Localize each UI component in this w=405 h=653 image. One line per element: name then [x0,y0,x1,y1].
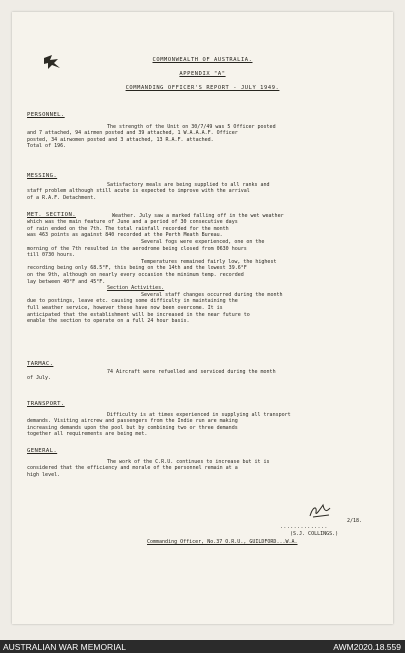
text-line: considered that the efficiency and morale of the personnel remain at a [27,465,238,472]
text-line: posted, 34 airwomen posted and 3 attached, 13 R.A.F. attached. [27,136,214,143]
text-line: increasing demands upon the pool but by combining two or three demands [27,424,238,431]
text-line: The strength of the Unit on 30/7/49 was 5 Officer posted [107,123,276,130]
text-line: Weather. July saw a marked falling off in the wet weather [112,212,284,219]
document-page [12,12,393,624]
signatory-name: (S.J. COLLINGS.) [290,531,339,537]
signature-dots: .............. [280,524,328,530]
section-heading: MESSING. [27,173,58,179]
text-line: Several staff changes occurred during the month [141,291,283,298]
section-general [27,448,379,478]
document-title: COMMONWEALTH OF AUSTRALIA. [152,57,253,63]
text-line: The work of the C.R.U. continues to increase but it is [107,458,270,465]
footer-accession-number: AWM2020.18.559 [333,641,401,652]
section-heading: MET. SECTION. [27,212,76,218]
appendix-label: APPENDIX "A" [179,71,226,77]
text-line: due to postings, leave etc. causing some difficulty in maintaining the [27,298,238,305]
text-line: Satisfactory meals are being supplied to all ranks and [107,181,270,188]
archive-footer [0,640,405,653]
section-tarmac [27,361,379,382]
section-messing [27,173,379,201]
text-line: and 7 attached, 94 airmen posted and 39 attached, 1 W.A.A.A.F. Officer [27,130,238,137]
signatory-title: Commanding Officer, No.37 O.R.U., GUILDFORD...W.A. [147,539,298,545]
text-line: on the 9th, although on nearly every occasion the minimum temp. recorded [27,271,244,278]
section-transport [27,401,379,438]
text-line: staff problem although still acute is expected to improve with the arrival [27,188,250,195]
text-line: demands. Visiting aircrew and passengers from the Indie run are making [27,418,238,425]
text-line: which was the main feature of June and a period of 30 consecutive days [27,219,238,226]
text-line: of a R.A.F. Detachment. [27,194,97,201]
section-heading: PERSONNEL. [27,112,65,118]
text-line: of rain ended on the 7th. The total rainfall recorded for the month [27,225,229,232]
footer-institution: AUSTRALIAN WAR MEMORIAL [3,641,126,652]
signature-date: 2/18. [347,518,363,524]
text-line: Temperatures remained fairly low, the highest [141,258,277,265]
text-line: till 0730 hours. [27,252,76,259]
text-line: Difficulty is at times experienced in supplying all transport [107,411,291,418]
signature-scribble [307,502,333,520]
subsection-heading: Section Activities. [107,285,165,292]
section-met [27,212,379,325]
text-line: anticipated that the establishment will be increased in the near future to [27,311,250,318]
text-line: recording being only 68.5°F, this being on the 14th and the lowest 39.6°F [27,265,247,272]
text-line: Total of 196. [27,143,67,150]
text-line: high level. [27,471,61,478]
text-line: was 463 points as against 840 recorded at the Perth Meath Bureau. [27,232,223,239]
text-line: Several fogs were experienced, one on the [141,238,265,245]
section-heading: GENERAL. [27,448,58,454]
section-heading: TARMAC. [27,361,54,367]
text-line: morning of the 7th resulted in the aerodrome being closed from 0630 hours [27,245,247,252]
text-line: full weather service, however these have now been overcome. It is [27,304,223,311]
text-line: lay between 40°F and 45°F. [27,278,106,285]
text-line: 74 Aircraft were refuelled and serviced during the month [107,368,276,375]
section-heading: TRANSPORT. [27,401,65,407]
text-line: enable the section to operate on a full 24 hour basis. [27,318,190,325]
report-title: COMMANDING OFFICER'S REPORT - JULY 1949. [125,85,280,91]
section-personnel [27,112,379,150]
text-line: together all requirements are being met. [27,431,148,438]
text-line: of July. [27,375,52,382]
